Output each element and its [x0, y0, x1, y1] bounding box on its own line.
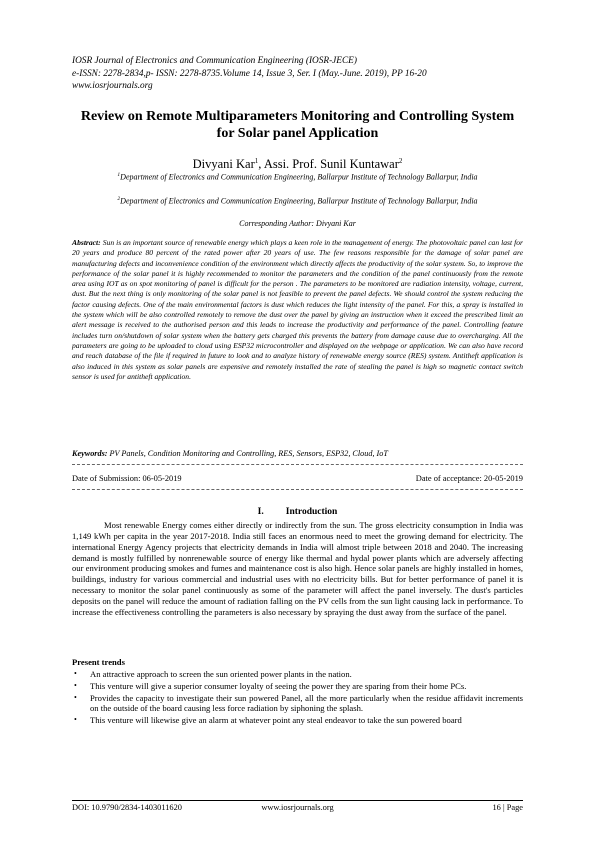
keywords: [72, 449, 523, 458]
affiliation-1-sup: 1: [117, 172, 121, 178]
affiliation-1: [80, 170, 515, 183]
bullet-icon: •: [74, 715, 77, 725]
author-2: Assi. Prof. Sunil Kuntawar: [263, 157, 399, 172]
list-item: [72, 693, 523, 715]
author-2-sup: 2: [398, 157, 403, 165]
affiliation-1-text: Department of Electronics and Communication Engineering, Ballarpur Institute of Technology Ballarpur, India: [120, 172, 478, 182]
page-footer: [72, 803, 523, 812]
author-separator: ,: [258, 157, 264, 172]
affiliation-2-sup: 2: [117, 196, 121, 202]
keywords-label: Keywords:: [72, 449, 108, 458]
keywords-text: PV Panels, Condition Monitoring and Controlling, RES, Sensors, ESP32, Cloud, IoT: [109, 449, 388, 458]
section-heading: [72, 507, 523, 517]
journal-url: www.iosrjournals.org: [72, 81, 153, 91]
list-item: [72, 681, 523, 692]
introduction-paragraph: Most renewable Energy comes either directly or indirectly from the sun. The gross electricity consumption in India was 1,149 kWh per capita in the year 2017-2018. India still faces an enormous need to meet the growing demand for electricity. The international Energy Agency projects that electricity demands in India will almost triple between 2018 and 2040. The increasing demand is mostly fulfilled by nonrenewable source of energy like thermal and hydal power plants which are adversely affecting our environment producing smokes and fumes and maintenance cost is also high. Hence solar panels are highly installed in homes, buildings, industry for various commercial and industrial uses with no electricity bills. But for better performance of panel it is necessary to monitor the solar panel continuously as some of the parameter will affect the panel inversely. The dust's particles deposits on the panel will reduce the amount of radiation falling on the PV cells from the sun light causing lack in performance. To increase the effectiveness controlling the parameters is also necessary by spraying the dust away from the surface of the panel.: [72, 520, 523, 617]
list-item-text: This venture will likewise give an alarm at whatever point any steal endeavor to take the sun powered board: [90, 715, 462, 726]
journal-header: [72, 55, 532, 93]
journal-issn: e-ISSN: 2278-2834,p- ISSN: 2278-8735.Volume 14, Issue 3, Ser. I (May.-June. 2019), PP 16-20: [72, 68, 427, 79]
section-number: I.: [257, 507, 264, 517]
affiliation-2: [80, 194, 515, 207]
list-item-text: Provides the capacity to investigate their sun powered Panel, all the more particularly when the residue affidavit increments on the outside of the board causing less force radiation by siphoning the splash.: [90, 692, 523, 714]
bullet-icon: •: [74, 669, 77, 678]
divider-bottom: [72, 489, 523, 490]
author-1-sup: 1: [254, 157, 259, 165]
submission-date: Date of Submission: 06-05-2019: [72, 474, 182, 483]
list-item-text: This venture will give a superior consumer loyalty of seeing the power they are sparing from their home PCs.: [90, 680, 467, 691]
present-trends-heading: Present trends: [72, 657, 125, 667]
dates-row: [72, 474, 523, 483]
abstract: [72, 238, 523, 382]
journal-name: IOSR Journal of Electronics and Communication Engineering (IOSR-JECE): [72, 56, 357, 66]
section-title: Introduction: [285, 507, 338, 517]
affiliation-2-text: Department of Electronics and Communication Engineering, Ballarpur Institute of Technology Ballarpur, India: [120, 196, 478, 206]
bullet-icon: •: [74, 680, 77, 690]
bullet-icon: •: [74, 692, 77, 702]
divider-top: [72, 464, 523, 465]
author-1: Divyani Kar: [192, 157, 255, 172]
present-trends-list: [72, 669, 523, 727]
abstract-label: Abstract:: [72, 238, 101, 247]
list-item-text: An attractive approach to screen the sun oriented power plants in the nation.: [90, 669, 352, 679]
abstract-text: Sun is an important source of renewable energy which plays a keen role in the management of energy. The photovoltaic panel can last for 20 years and produce 80 percent of the rated power after 20 years of use. The few reasons responsible for the damage of solar panel are manufacturing defects and inconvenience condition of the environment which directly affects the productivity of the solar system. So, to improve the performance of the solar panel it is highly recommended to monitor the parameters and the condition of the panel continuously from the remote area using IOT as on spot monitoring of panel is difficult for the person . The parameters to be monitored are radiation intensity, voltage, current, dust. But the next thing is only monitoring of the solar panel is not feasible to prevent the panel defects. We should control the system reducing the factor causing defects. One of the main environmental factors is dust which reduces the light intensity of the panel. For this, a spray is installed in the system which will be also controlled remotely to remove the dust over the panel by giving an instruction when it exceed the prescribed limit an alert message is received to the authorised person and this leads to increase the productivity and performance of the panel. Controlling feature includes turn on/shutdown of solar system when the battery gets charged this prevents the battery from damage cause due to overcharging. All the parameters are going to be uploaded to cloud using ESP32 microcontroller and displayed on the webpage or application. We can also have record and reach database of the file if required in future to look and to analyze history of renewable energy source (RES) system. Antitheft application is also induced in this system as solar panels are expensive and remotely installed the rate of stealing the panel is high so magnetic contact switch sensor is used for antitheft application.: [72, 238, 523, 381]
list-item: [72, 715, 523, 726]
list-item: [72, 669, 523, 680]
footer-doi: DOI: 10.9790/2834-1403011620: [72, 803, 182, 812]
footer-page: 16 | Page: [492, 803, 523, 812]
footer-site: www.iosrjournals.org: [261, 803, 334, 812]
paper-title: Review on Remote Multiparameters Monitoring and Controlling System for Solar panel Application: [80, 109, 515, 141]
footer-divider: [72, 800, 523, 801]
acceptance-date: Date of acceptance: 20-05-2019: [415, 474, 523, 483]
corresponding-author: Corresponding Author: Divyani Kar: [239, 219, 356, 228]
